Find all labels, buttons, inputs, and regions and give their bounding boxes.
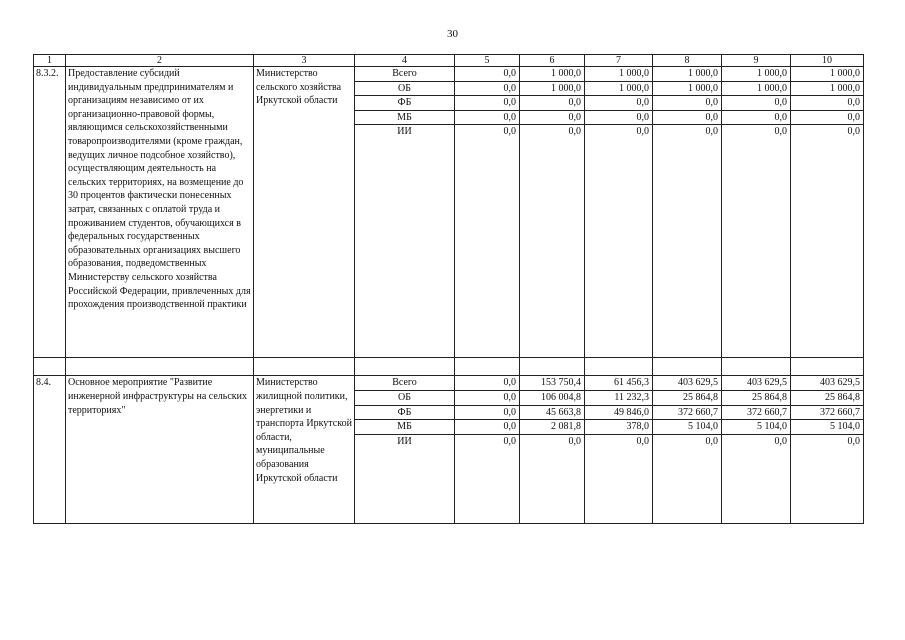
item-code: 8.3.2. [34,67,66,358]
value-cell: 0,0 [722,96,791,111]
value-cell: 0,0 [520,110,585,125]
value-cell: 0,0 [722,125,791,358]
value-cell: 1 000,0 [791,81,864,96]
funding-source-label: МБ [355,420,455,435]
value-cell: 5 104,0 [722,420,791,435]
value-cell: 0,0 [520,434,585,523]
value-cell: 0,0 [722,110,791,125]
item-description: Основное мероприятие "Развитие инженерной инфраструктуры на сельских территориях" [66,376,254,523]
value-cell: 0,0 [455,81,520,96]
column-header: 5 [455,55,520,67]
value-cell: 372 660,7 [653,405,722,420]
row-separator [34,358,864,376]
value-cell: 0,0 [455,96,520,111]
funding-source-label: Всего [355,67,455,82]
value-cell: 378,0 [585,420,653,435]
item-executor: Министерство жилищной политики, энергетики и транспорта Иркутской области, муниципальные образования Иркутской области [254,376,355,523]
funding-source-label: ИИ [355,434,455,523]
value-cell: 0,0 [653,110,722,125]
funding-source-label: ФБ [355,96,455,111]
value-cell: 0,0 [791,96,864,111]
value-cell: 106 004,8 [520,390,585,405]
column-header: 4 [355,55,455,67]
value-cell: 5 104,0 [653,420,722,435]
value-cell: 0,0 [791,434,864,523]
value-cell: 0,0 [653,96,722,111]
value-cell: 0,0 [520,125,585,358]
value-cell: 0,0 [653,125,722,358]
value-cell: 5 104,0 [791,420,864,435]
value-cell: 0,0 [791,125,864,358]
budget-table [33,54,864,524]
table-row [34,376,864,391]
page-number: 30 [447,28,458,40]
column-header: 10 [791,55,864,67]
value-cell: 1 000,0 [722,81,791,96]
value-cell: 153 750,4 [520,376,585,391]
item-executor: Министерство сельского хозяйства Иркутской области [254,67,355,358]
funding-source-label: ОБ [355,390,455,405]
column-header: 7 [585,55,653,67]
value-cell: 1 000,0 [585,67,653,82]
value-cell: 372 660,7 [722,405,791,420]
value-cell: 0,0 [455,110,520,125]
table-row [34,67,864,82]
value-cell: 0,0 [585,434,653,523]
value-cell: 0,0 [585,125,653,358]
value-cell: 0,0 [585,110,653,125]
column-number-row [34,55,864,67]
value-cell: 403 629,5 [791,376,864,391]
value-cell: 1 000,0 [791,67,864,82]
value-cell: 1 000,0 [585,81,653,96]
value-cell: 45 663,8 [520,405,585,420]
funding-source-label: ФБ [355,405,455,420]
value-cell: 2 081,8 [520,420,585,435]
value-cell: 25 864,8 [653,390,722,405]
column-header: 9 [722,55,791,67]
value-cell: 0,0 [455,405,520,420]
funding-source-label: ОБ [355,81,455,96]
value-cell: 1 000,0 [653,67,722,82]
value-cell: 11 232,3 [585,390,653,405]
value-cell: 0,0 [455,67,520,82]
column-header: 3 [254,55,355,67]
value-cell: 372 660,7 [791,405,864,420]
value-cell: 25 864,8 [722,390,791,405]
value-cell: 1 000,0 [653,81,722,96]
column-header: 6 [520,55,585,67]
funding-source-label: Всего [355,376,455,391]
value-cell: 1 000,0 [722,67,791,82]
funding-source-label: ИИ [355,125,455,358]
value-cell: 0,0 [455,376,520,391]
funding-source-label: МБ [355,110,455,125]
value-cell: 1 000,0 [520,67,585,82]
value-cell: 0,0 [653,434,722,523]
value-cell: 0,0 [455,125,520,358]
value-cell: 49 846,0 [585,405,653,420]
value-cell: 0,0 [455,390,520,405]
value-cell: 1 000,0 [520,81,585,96]
value-cell: 0,0 [520,96,585,111]
column-header: 1 [34,55,66,67]
item-description: Предоставление субсидий индивидуальным предпринимателям и организациям независимо от их организационно-правовой формы, являющимся сельскохозяйственными товаропроизводителями (кроме граждан, ведущих личное подсобное хозяйство), осуществляющим деятельность на сельских территориях, на возмещение до 30 процентов фактически понесенных затрат, связанных с оплатой труда и проживанием студентов, обучающихся в федеральных государственных образовательных организациях высшего образования, подведомственных Министерству сельского хозяйства Российской Федерации, привлеченных для прохождения производственной практики [66,67,254,358]
value-cell: 403 629,5 [653,376,722,391]
value-cell: 0,0 [455,434,520,523]
item-code: 8.4. [34,376,66,523]
value-cell: 0,0 [585,96,653,111]
value-cell: 25 864,8 [791,390,864,405]
column-header: 2 [66,55,254,67]
value-cell: 403 629,5 [722,376,791,391]
column-header: 8 [653,55,722,67]
value-cell: 61 456,3 [585,376,653,391]
value-cell: 0,0 [722,434,791,523]
value-cell: 0,0 [455,420,520,435]
value-cell: 0,0 [791,110,864,125]
